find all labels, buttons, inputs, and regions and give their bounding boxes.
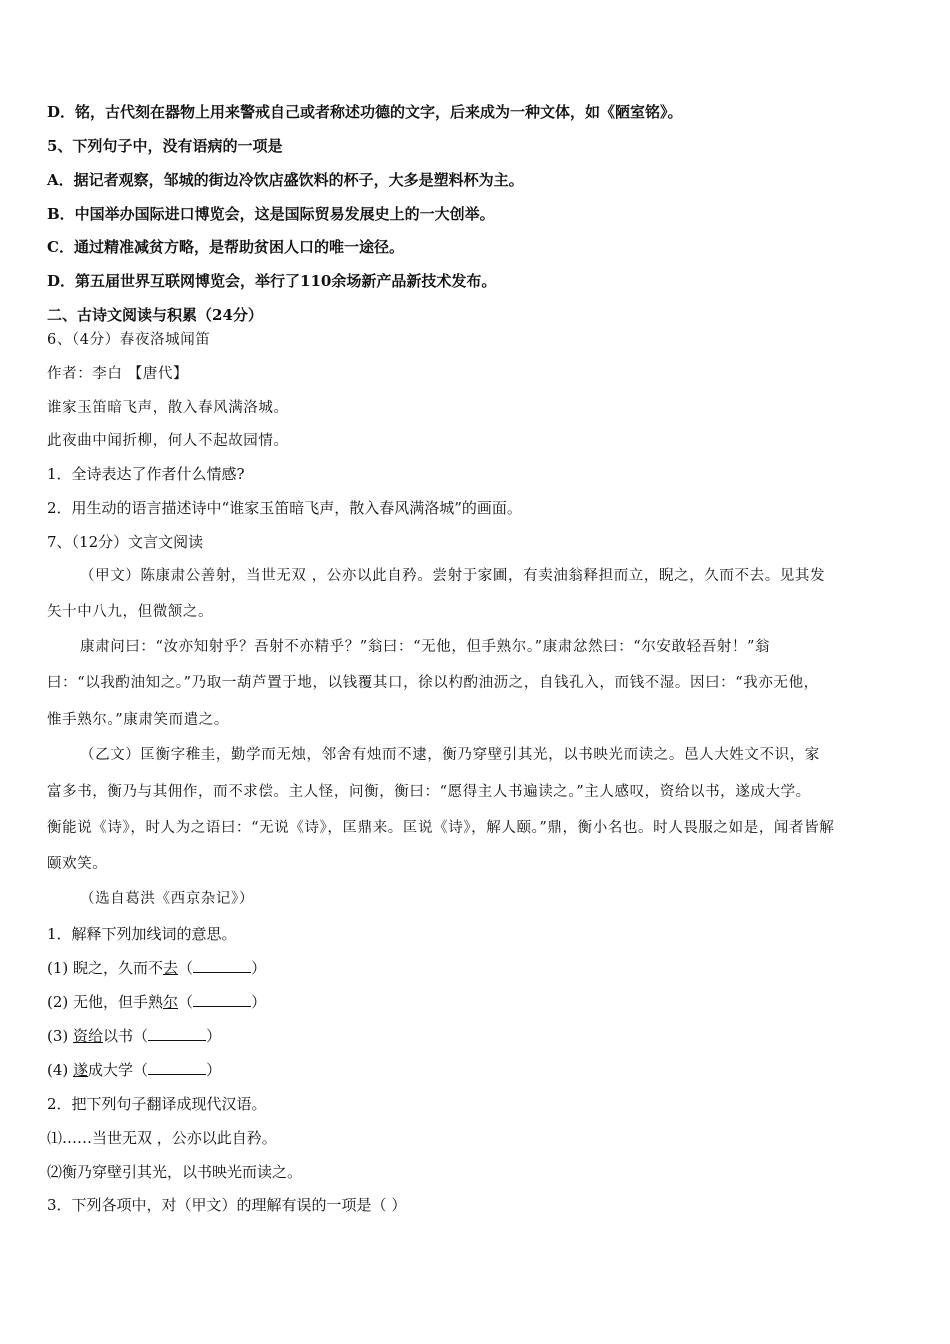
question-6-title: 6、（4分）春夜洛城闻笛 [47, 332, 211, 348]
answer-blank[interactable] [193, 958, 251, 973]
paren-open: （ [178, 959, 194, 977]
poem-author: 作者：李白 【唐代】 [47, 366, 189, 382]
passage-a-line-2: 矢十中八九，但微颔之。 [47, 604, 214, 620]
translate-item-1: ⑴……当世无双 ，公亦以此自矜。 [47, 1129, 277, 1147]
q1-item-3-suffix: 以书 [103, 1027, 134, 1045]
option-c: C．通过精准减贫方略，是帮助贫困人口的唯一途径。 [47, 238, 404, 256]
q1-item-2-word: 尔 [163, 993, 179, 1011]
paren-close: ） [251, 993, 267, 1011]
option-d: D．第五届世界互联网博览会，举行了110余场新产品新技术发布。 [47, 272, 497, 290]
q1-item-1 [47, 958, 266, 978]
q1-item-2-prefix: (2) 无他，但手熟 [47, 993, 164, 1011]
q1-item-4-prefix: (4) [47, 1061, 74, 1079]
passage-a-line-3: 康肃问曰：“汝亦知射乎？吾射不亦精乎？”翁曰：“无他，但手熟尔。”康肃忿然曰：“尔安敢轻吾射！”翁 [80, 639, 771, 655]
paren-open: （ [133, 1061, 149, 1079]
paren-close: ） [206, 1027, 222, 1045]
option-a: A．据记者观察，邹城的街边冷饮店盛饮料的杯子，大多是塑料杯为主。 [47, 171, 524, 189]
q1-item-3-word: 资给 [73, 1027, 104, 1045]
question-7-title: 7、（12分）文言文阅读 [47, 533, 204, 551]
passage-b-line-2: 富多书，衡乃与其佣作，而不求偿。主人怪，问衡，衡曰：“愿得主人书遍读之。”主人感叹，资给以书，遂成大学。 [47, 784, 811, 800]
q1-item-1-word: 去 [163, 959, 179, 977]
q1-item-3 [47, 1026, 221, 1046]
q1-item-3-prefix: (3) [47, 1027, 74, 1045]
q1-item-2 [47, 992, 266, 1012]
answer-blank[interactable] [148, 1026, 206, 1041]
answer-blank[interactable] [148, 1060, 206, 1075]
passage-b-line-1: （乙文）匡衡字稚圭，勤学而无烛，邻舍有烛而不逮，衡乃穿壁引其光，以书映光而读之。邑人大姓文不识，家 [80, 747, 820, 763]
question-7-2: 2．把下列句子翻译成现代汉语。 [47, 1095, 267, 1113]
option-b: B．中国举办国际进口博览会，这是国际贸易发展史上的一大创举。 [47, 205, 495, 223]
answer-blank[interactable] [193, 992, 251, 1007]
passage-b-line-4: 颐欢笑。 [47, 856, 108, 872]
passage-a-line-1: （甲文）陈康肃公善射，当世无双 ，公亦以此自矜。尝射于家圃，有卖油翁释担而立，睨之，久而不去。见其发 [80, 568, 826, 584]
q1-item-4 [47, 1060, 221, 1080]
section-heading: 二、古诗文阅读与积累（24分） [47, 306, 263, 324]
passage-a-line-5: 惟手熟尔。”康肃笑而遣之。 [47, 712, 229, 728]
paren-close: ） [206, 1061, 222, 1079]
source-citation: （选自葛洪《西京杂记》） [80, 891, 254, 907]
question-5-stem: 5、下列句子中，没有语病的一项是 [47, 137, 283, 155]
q1-item-1-prefix: (1) 睨之，久而不 [47, 959, 164, 977]
question-6-1: 1．全诗表达了作者什么情感? [47, 465, 245, 483]
paren-open: （ [133, 1027, 149, 1045]
question-6-2: 2．用生动的语言描述诗中“谁家玉笛暗飞声，散入春风满洛城”的画面。 [47, 499, 522, 517]
option-d-text: D．铭，古代刻在器物上用来警戒自己或者称述功德的文字，后来成为一种文体，如《陋室铭》。 [47, 103, 683, 121]
poem-line-1: 谁家玉笛暗飞声，散入春风满洛城。 [47, 400, 289, 416]
translate-item-2: ⑵衡乃穿壁引其光，以书映光而读之。 [47, 1163, 303, 1181]
question-7-1: 1．解释下列加线词的意思。 [47, 925, 237, 943]
q1-item-4-suffix: 成大学 [88, 1061, 134, 1079]
q1-item-4-word: 遂 [73, 1061, 89, 1079]
question-7-3: 3．下列各项中，对（甲文）的理解有误的一项是（ ） [47, 1196, 407, 1214]
passage-a-line-4: 曰：“以我酌油知之。”乃取一葫芦置于地，以钱覆其口，徐以杓酌油沥之，自钱孔入，而钱不湿。因曰：“我亦无他， [47, 675, 819, 691]
passage-b-line-3: 衡能说《诗》，时人为之语曰：“无说《诗》，匡鼎来。匡说《诗》，解人颐。”鼎，衡小名也。时人畏服之如是，闻者皆解 [47, 820, 835, 836]
paren-open: （ [178, 993, 194, 1011]
paren-close: ） [251, 959, 267, 977]
poem-line-2: 此夜曲中闻折柳，何人不起故园情。 [47, 433, 289, 449]
